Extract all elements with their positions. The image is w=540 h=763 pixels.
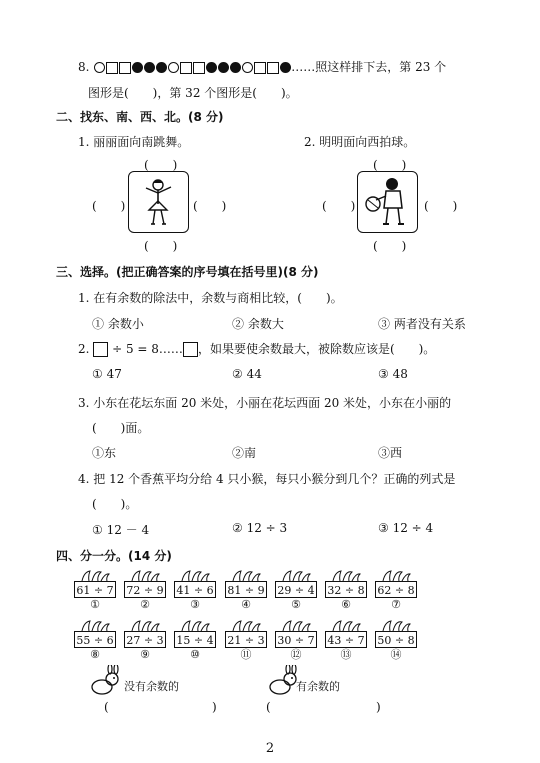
sec3-q2-mid: ÷ 5 = 8……: [112, 342, 183, 356]
sec3-q4-option-2: ② 12 ÷ 3: [232, 521, 288, 535]
filled-circle-shape: [156, 62, 167, 73]
has-remainder-left-paren: (: [266, 700, 271, 714]
sec3-q2-option-1: ① 47: [92, 367, 122, 381]
grass-icon: [74, 620, 116, 631]
square-shape: [119, 62, 131, 74]
section4-title: 四、分一分。(14 分): [56, 549, 172, 563]
card-number: ③: [190, 598, 200, 611]
division-card: [225, 620, 267, 661]
sec3-q1-stem: 1. 在有余数的除法中，余数与商相比较，( )。: [78, 291, 343, 305]
no-remainder-label: 没有余数的: [124, 680, 179, 693]
division-expression: 27 ÷ 3: [124, 631, 166, 648]
division-expression: 15 ÷ 4: [174, 631, 216, 648]
filled-circle-shape: [280, 62, 291, 73]
grass-icon: [275, 570, 317, 581]
division-expression: 61 ÷ 7: [74, 581, 116, 598]
sec3-q3-stem2: ( )面。: [92, 421, 150, 435]
grass-icon: [74, 570, 116, 581]
square-shape: [180, 62, 192, 74]
filled-circle-shape: [132, 62, 143, 73]
division-expression: 55 ÷ 6: [74, 631, 116, 648]
grass-icon: [124, 570, 166, 581]
filled-circle-shape: [144, 62, 155, 73]
card-number: ⑨: [140, 648, 150, 661]
sec3-q4-stem1: 4. 把 12 个香蕉平均分给 4 只小猴，每只小猴分到几个？正确的列式是: [78, 472, 456, 486]
sec3-q1-option-1: ① 余数小: [92, 317, 144, 331]
grass-icon: [174, 620, 216, 631]
division-card: [174, 570, 216, 611]
card-number: ⑦: [391, 598, 401, 611]
has-remainder-right-paren: ): [376, 700, 381, 714]
division-card: [174, 620, 216, 661]
ball-player-picture-frame: [357, 171, 418, 233]
division-expression: 21 ÷ 3: [225, 631, 267, 648]
division-expression: 81 ÷ 9: [225, 581, 267, 598]
section2-title: 二、找东、南、西、北。(8 分): [56, 110, 224, 124]
q8-text1: ……照这样排下去，第 23 个: [291, 60, 447, 74]
sec3-q4-option-1: ① 12 － 4: [92, 523, 150, 537]
division-expression: 72 ÷ 9: [124, 581, 166, 598]
no-remainder-left-paren: (: [104, 700, 109, 714]
division-expression: 43 ÷ 7: [325, 631, 367, 648]
sec3-q2-option-2: ② 44: [232, 367, 262, 381]
grass-icon: [375, 570, 417, 581]
dividend-blank-box[interactable]: [93, 342, 108, 357]
q8-number: 8.: [78, 60, 90, 74]
card-number: ⑪: [240, 648, 252, 661]
card-number: ④: [241, 598, 251, 611]
sec3-q2-option-3: ③ 48: [378, 367, 408, 381]
sec2-q2: 2. 明明面向西拍球。: [304, 135, 416, 149]
division-card: [325, 570, 367, 611]
card-number: ⑧: [90, 648, 100, 661]
sec3-q3-option-1: ①东: [92, 446, 117, 460]
grass-icon: [124, 620, 166, 631]
has-remainder-label: 有余数的: [296, 680, 340, 693]
division-expression: 29 ÷ 4: [275, 581, 317, 598]
sec3-q2-stem: [78, 340, 435, 357]
sec3-q1-option-2: ② 余数大: [232, 317, 284, 331]
card-number: ⑭: [390, 648, 402, 661]
division-expression: 50 ÷ 8: [375, 631, 417, 648]
right-right-blank: ( ): [424, 199, 458, 213]
q8-shape-pattern: [93, 62, 291, 74]
division-card: [375, 570, 417, 611]
division-card: [375, 620, 417, 661]
right-left-blank: ( ): [322, 199, 356, 213]
grass-icon: [225, 570, 267, 581]
sec3-q3-stem1: 3. 小东在花坛东面 20 米处，小丽在花坛西面 20 米处，小东在小丽的: [78, 396, 452, 410]
grass-icon: [174, 570, 216, 581]
card-number: ⑬: [340, 648, 352, 661]
q8-line1: [78, 58, 446, 75]
sec3-q4-option-3: ③ 12 ÷ 4: [378, 521, 434, 535]
no-remainder-right-paren: ): [212, 700, 217, 714]
card-number: ⑫: [290, 648, 302, 661]
square-shape: [106, 62, 118, 74]
square-shape: [267, 62, 279, 74]
division-expression: 62 ÷ 8: [375, 581, 417, 598]
division-card: [74, 570, 116, 611]
circle-shape: [94, 62, 105, 73]
dancing-girl-icon: [129, 172, 187, 231]
division-expression: 32 ÷ 8: [325, 581, 367, 598]
grass-icon: [325, 570, 367, 581]
card-number: ⑩: [190, 648, 200, 661]
card-number: ②: [140, 598, 150, 611]
left-right-blank: ( ): [193, 199, 227, 213]
sec3-q3-option-3: ③西: [378, 446, 403, 460]
card-number: ⑥: [341, 598, 351, 611]
sec3-q3-option-2: ②南: [232, 446, 257, 460]
division-card: [124, 570, 166, 611]
division-card: [275, 570, 317, 611]
division-expression: 30 ÷ 7: [275, 631, 317, 648]
left-bottom-blank: ( ): [144, 239, 178, 253]
division-card: [325, 620, 367, 661]
boy-bouncing-ball-icon: [358, 172, 416, 231]
circle-shape: [168, 62, 179, 73]
rabbit-icon: [88, 665, 126, 695]
division-card: [275, 620, 317, 661]
grass-icon: [225, 620, 267, 631]
division-expression: 41 ÷ 6: [174, 581, 216, 598]
right-top-blank: ( ): [373, 158, 407, 172]
filled-circle-shape: [218, 62, 229, 73]
grass-icon: [375, 620, 417, 631]
card-number: ①: [90, 598, 100, 611]
sec3-q2-number: 2.: [78, 342, 90, 356]
sec3-q4-stem2: ( )。: [92, 497, 138, 511]
square-shape: [254, 62, 266, 74]
dancer-picture-frame: [128, 171, 189, 233]
filled-circle-shape: [206, 62, 217, 73]
section3-title: 三、选择。(把正确答案的序号填在括号里)(8 分): [56, 265, 319, 279]
page-number: 2: [265, 741, 275, 756]
grass-icon: [275, 620, 317, 631]
left-top-blank: ( ): [144, 158, 178, 172]
remainder-blank-box[interactable]: [183, 342, 198, 357]
left-left-blank: ( ): [92, 199, 126, 213]
division-card: [124, 620, 166, 661]
q8-line2: 图形是( )，第 32 个图形是( )。: [88, 86, 298, 100]
sec3-q2-tail: ，如果要使余数最大，被除数应该是( )。: [197, 342, 436, 356]
sec2-q1: 1. 丽丽面向南跳舞。: [78, 135, 190, 149]
circle-shape: [242, 62, 253, 73]
card-number: ⑤: [291, 598, 301, 611]
division-card: [74, 620, 116, 661]
sec3-q1-option-3: ③ 两者没有关系: [378, 317, 466, 331]
right-bottom-blank: ( ): [373, 239, 407, 253]
square-shape: [193, 62, 205, 74]
filled-circle-shape: [230, 62, 241, 73]
division-card: [225, 570, 267, 611]
grass-icon: [325, 620, 367, 631]
